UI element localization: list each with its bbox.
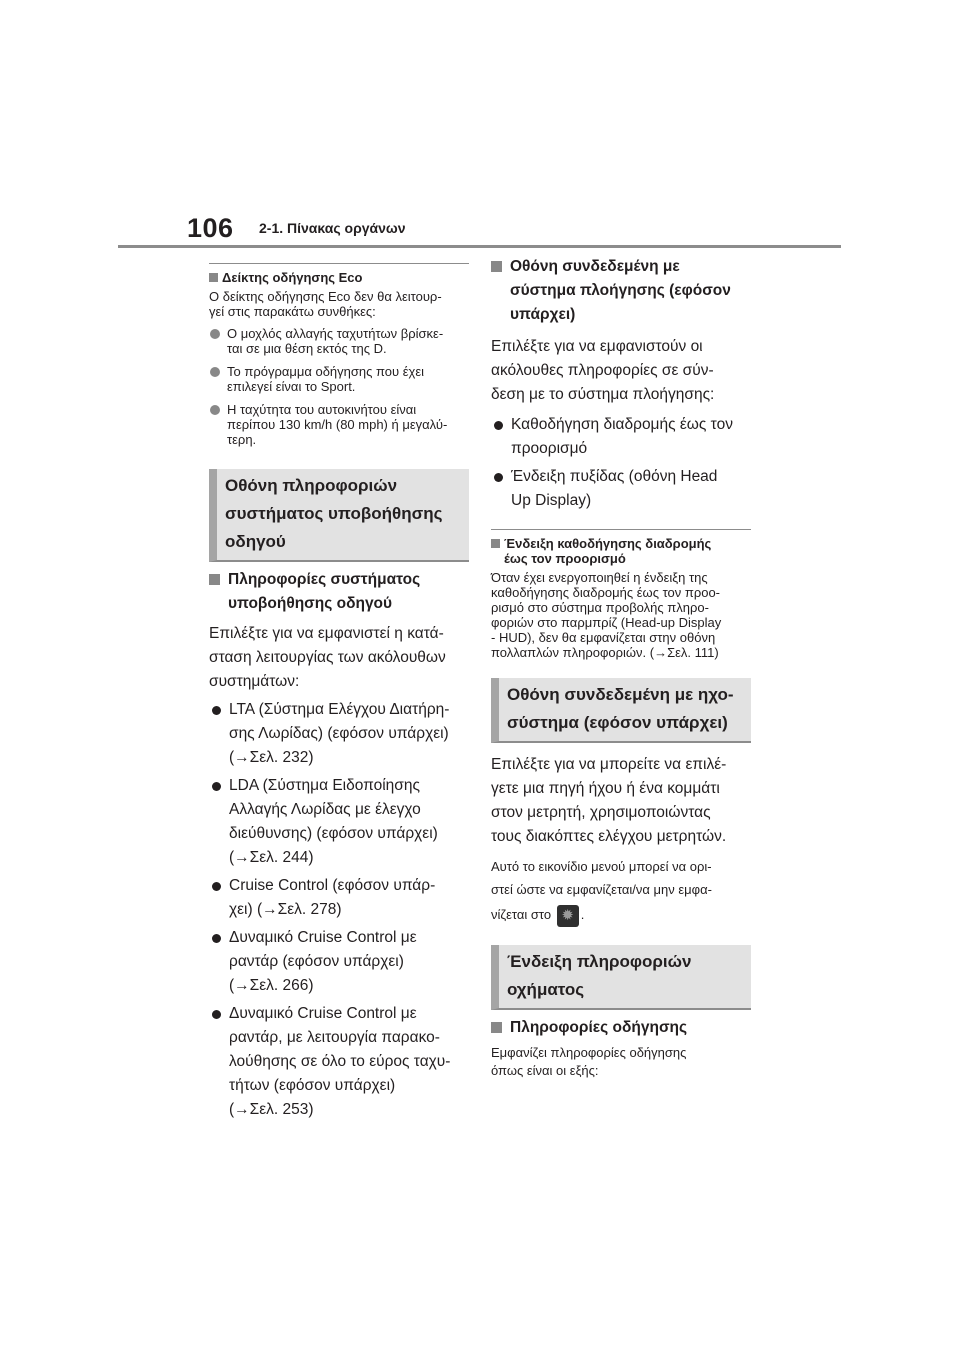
assist-bullet-full-speed-cruise: Δυναμικό Cruise Control με ραντάρ, με λειτουργία παρακο- λούθησης σε όλο το εύρος ταχυ- τήτων (εφόσον υπάρχει) (→Σελ. 253) (209, 1002, 469, 1122)
assist-bullet-dynamic-cruise: Δυναμικό Cruise Control με ραντάρ (εφόσον υπάρχει) (→Σελ. 266) (209, 926, 469, 998)
driving-info-text: Εμφανίζει πληροφορίες οδήγησης όπως είναι οι εξής: (491, 1045, 687, 1078)
vehicle-info-box: Ένδειξη πληροφοριών οχήματος (491, 945, 751, 1010)
eco-intro: Ο δείκτης οδήγησης Eco δεν θα λειτουρ- γεί στις παρακάτω συνθήκες: (209, 289, 442, 319)
settings-gear-icon: ✹ (557, 905, 579, 927)
eco-bullet: Ο μοχλός αλλαγής ταχυτήτων βρίσκε- ται σε μια θέση εκτός της D. (209, 326, 469, 356)
nav-bullet-route: Καθοδήγηση διαδρομής έως τον προορισμό (491, 413, 751, 461)
driving-info-heading: Πληροφορίες οδήγησης (491, 1016, 751, 1040)
route-heading: Ένδειξη καθοδήγησης διαδρομής έως τον προορισμό (491, 536, 751, 566)
nav-heading: Οθόνη συνδεδεμένη με σύστημα πλοήγησης (εφόσον υπάρχει) (491, 255, 751, 327)
audio-text: Επιλέξτε για να μπορείτε να επιλέ- γετε μια πηγή ήχου ή ένα κομμάτι στον μετρητή, χρησιμοποιώντας τους διακόπτες ελέγχου μετρητών. (491, 756, 727, 845)
driver-assist-info-box: Οθόνη πληροφοριών συστήματος υποβοήθησης οδηγού (209, 469, 469, 562)
eco-bullet: Το πρόγραμμα οδήγησης που έχει επιλεγεί είναι το Sport. (209, 364, 469, 394)
audio-info-box: Οθόνη συνδεδεμένη με ηχο- σύστημα (εφόσον υπάρχει) (491, 678, 751, 743)
left-column (209, 263, 469, 1122)
audio-note: Αυτό το εικονίδιο μενού μπορεί να ορι- στεί ώστε να εμφανίζεται/να μην εμφα- νίζεται στο ✹ . (491, 855, 751, 929)
route-text: Όταν έχει ενεργοποιηθεί η ένδειξη της καθοδήγησης διαδρομής έως τον προο- ρισμό στο σύστημα προβολής πληρο- φοριών στο παρμπρίζ (Head-up Display - HUD), δεν θα εμφανίζεται στην οθόνη πολλαπλών πληροφοριών. (→Σελ. 111) (491, 570, 722, 660)
driver-assist-heading: Πληροφορίες συστήματος υποβοήθησης οδηγού (209, 568, 469, 616)
nav-bullet-compass: Ένδειξη πυξίδας (οθόνη Head Up Display) (491, 465, 751, 513)
assist-bullet-lda: LDA (Σύστημα Ειδοποίησης Αλλαγής Λωρίδας με έλεγχο διεύθυνσης) (εφόσον υπάρχει) (→Σελ. 244) (209, 774, 469, 870)
eco-bullet: Η ταχύτητα του αυτοκινήτου είναι περίπου 130 km/h (80 mph) ή μεγαλύ- τερη. (209, 402, 469, 447)
right-column (491, 255, 751, 1080)
driver-assist-intro: Επιλέξτε για να εμφανιστεί η κατά- σταση λειτουργίας των ακόλουθων συστημάτων: (209, 625, 446, 690)
header-divider (118, 245, 841, 248)
section-title: 2-1. Πίνακας οργάνων (259, 220, 406, 236)
nav-intro: Επιλέξτε για να εμφανιστούν οι ακόλουθες πληροφορίες σε σύν- δεση με το σύστημα πλοήγησης: (491, 338, 715, 403)
assist-bullet-cruise: Cruise Control (εφόσον υπάρ- χει) (→Σελ. 278) (209, 874, 469, 922)
assist-bullet-lta: LTA (Σύστημα Ελέγχου Διατήρη- σης Λωρίδας) (εφόσον υπάρχει) (→Σελ. 232) (209, 698, 469, 770)
eco-heading: Δείκτης οδήγησης Eco (209, 270, 469, 285)
page-number: 106 (187, 213, 234, 243)
